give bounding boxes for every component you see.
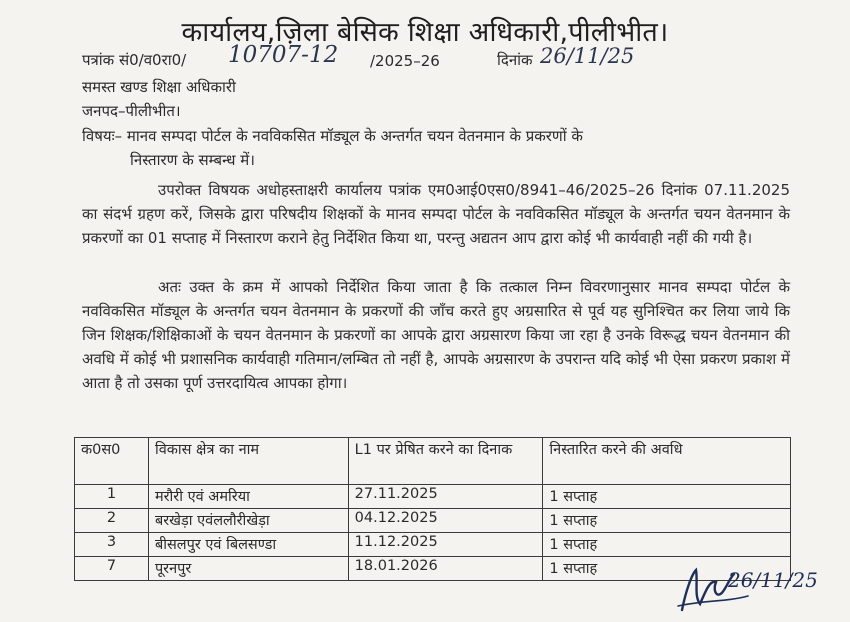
header-block-name: विकास क्षेत्र का नाम bbox=[148, 438, 348, 485]
row-block-name: पूरनपुर bbox=[148, 557, 348, 581]
table-header-row bbox=[75, 438, 791, 485]
date-value: 26/11/25 bbox=[540, 44, 635, 68]
patrank-label: पत्रांक सं0/व0रा0/ bbox=[82, 51, 187, 69]
row-serial: 3 bbox=[75, 533, 149, 557]
date-label: दिनांक bbox=[497, 51, 533, 69]
row-block-name: बीसलपुर एवं बिलसण्डा bbox=[148, 533, 348, 557]
table-row bbox=[75, 533, 791, 557]
row-l1-date: 27.11.2025 bbox=[348, 485, 543, 509]
recipient-line2: जनपद–पीलीभीत। bbox=[82, 102, 181, 120]
subject-line1: विषयः– मानव सम्पदा पोर्टल के नवविकसित मॉड्यूल के अन्तर्गत चयन वेतनमान के प्रकरणों के bbox=[82, 127, 583, 145]
header-duration: निस्तारित करने की अवधि bbox=[543, 438, 791, 485]
body-paragraph-2: अतः उक्त के क्रम में आपको निर्देशित किया जाता है कि तत्काल निम्न विवरणानुसार मानव सम्पदा पोर्टल के नवविकसित मॉड्यूल के अन्तर्गत चयन वेतनमान के प्रकरणों की जाँच करते हुए अग्रसारित से पूर्व यह सुनिश्चित कर लिया जाये कि जिन शिक्षक/शिक्षिकाओं के चयन वेतनमान के प्रकरणों का आपके द्वारा अग्रसारण किया जा रहा है उनके विरूद्ध चयन वेतनमान की अवधि में कोई भी प्रशासनिक कार्यवाही गतिमान/लम्बित तो नहीं है, आपके अग्रसारण के उपरान्त यदि कोई भी ऐसा प्रकरण प्रकाश में आता है तो उसका पूर्ण उत्तरदायित्व आपका होगा। bbox=[82, 278, 790, 392]
row-l1-date: 18.01.2026 bbox=[348, 557, 543, 581]
row-block-name: मरौरी एवं अमरिया bbox=[148, 485, 348, 509]
row-serial: 2 bbox=[75, 509, 149, 533]
header-l1-date: L1 पर प्रेषित करने का दिनाक bbox=[348, 438, 543, 485]
patrank-year: /2025–26 bbox=[370, 52, 440, 70]
table-row bbox=[75, 485, 791, 509]
officer-signature bbox=[676, 560, 818, 622]
subject-line2: निस्तारण के सम्बन्ध में। bbox=[130, 151, 255, 169]
row-duration: 1 सप्ताह bbox=[543, 533, 791, 557]
row-duration: 1 सप्ताह bbox=[543, 557, 791, 581]
header-serial: क0स0 bbox=[75, 438, 149, 485]
row-l1-date: 11.12.2025 bbox=[348, 533, 543, 557]
row-block-name: बरखेड़ा एवंललौरीखेड़ा bbox=[148, 509, 348, 533]
row-serial: 7 bbox=[75, 557, 149, 581]
body-paragraph-1: उपरोक्त विषयक अधोहस्ताक्षरी कार्यालय पत्रांक एम0आई0एस0/8941–46/2025–26 दिनांक 07.11.2025 का संदर्भ ग्रहण करें, जिसके द्वारा परिषदीय शिक्षकों के मानव सम्पदा पोर्टल के नवविकसित मॉड्यूल के अन्तर्गत चयन वेतनमान के प्रकरणों का 01 सप्ताह में निस्तारण कराने हेतु निर्देशित किया था, परन्तु अद्यतन आप द्वारा कोई भी कार्यवाही नहीं की गयी है। bbox=[82, 181, 790, 247]
row-duration: 1 सप्ताह bbox=[543, 509, 791, 533]
row-l1-date: 04.12.2025 bbox=[348, 509, 543, 533]
table-row bbox=[75, 509, 791, 533]
row-duration: 1 सप्ताह bbox=[543, 485, 791, 509]
letterhead-title: कार्यालय,ज़िला बेसिक शिक्षा अधिकारी,पीलीभीत। bbox=[181, 17, 669, 48]
signature-date: 26/11/25 bbox=[728, 568, 818, 592]
recipient-line1: समस्त खण्ड शिक्षा अधिकारी bbox=[82, 78, 236, 96]
patrank-number: 10707-12 bbox=[228, 42, 339, 68]
row-serial: 1 bbox=[75, 485, 149, 509]
